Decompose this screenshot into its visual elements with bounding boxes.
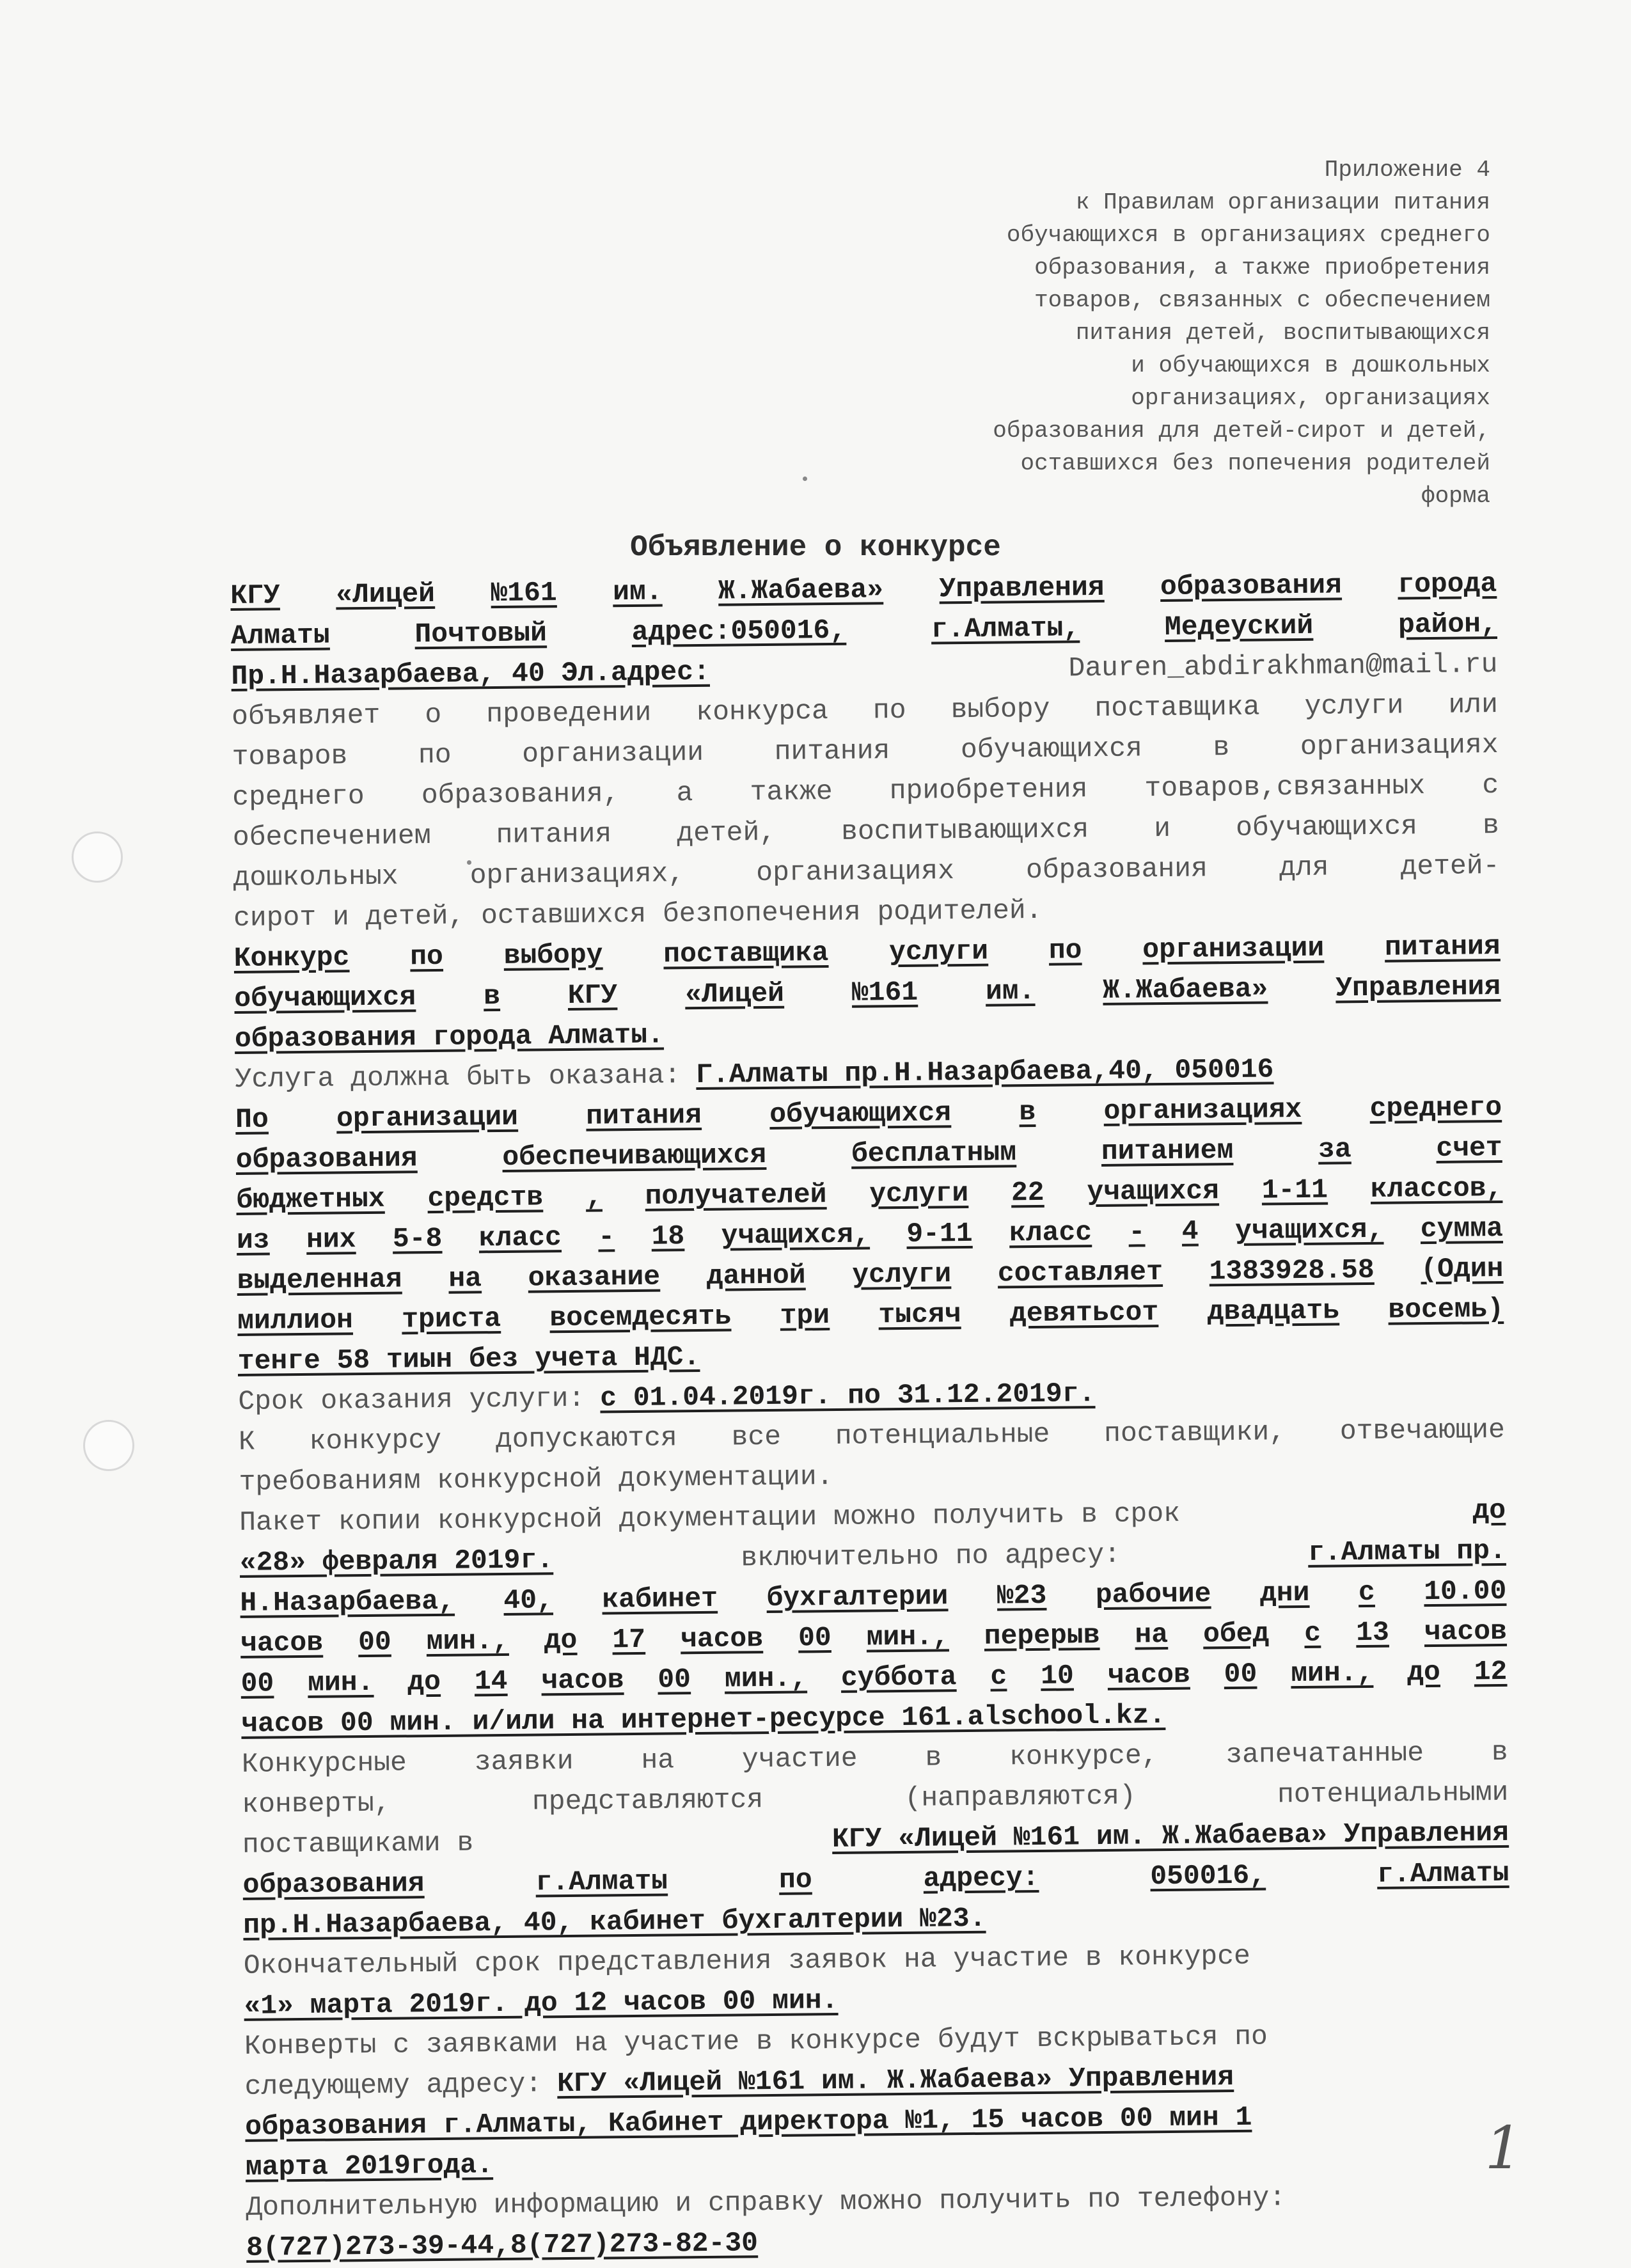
plain-text: образования, [421,778,620,812]
underlined-text: мин., [1290,1657,1374,1690]
appendix-line: товаров, связанных с обеспечением [1034,287,1490,313]
underlined-text: по [1048,934,1082,966]
underlined-text: - [1128,1216,1146,1248]
underlined-text: 10 [1040,1660,1075,1692]
underlined-text: счет [1436,1131,1502,1164]
underlined-text: им. [985,975,1036,1007]
plain-text: воспитывающихся [840,814,1089,847]
plain-text: Конверты с заявками на участие в конкурсе будут вскрываться по [244,2020,1268,2062]
underlined-text: Алматы [230,619,330,652]
underlined-text: 00 [358,1626,391,1658]
plain-text: а [676,777,693,809]
underlined-text: Г.Алматы пр.Н.Назарбаева,40, 050016 [696,1053,1274,1091]
underlined-text: район, [1398,608,1498,641]
underlined-text: питания [586,1099,702,1132]
underlined-text: 12 [1474,1655,1508,1688]
underlined-text: Ж.Жабаева» [718,574,884,607]
underlined-text: до [407,1666,441,1698]
underlined-text: (Один [1421,1252,1504,1286]
underlined-text: КГУ [567,979,618,1011]
underlined-text: «1» марта 2019г. до 12 часов 00 мин. [244,1984,839,2022]
underlined-text: мин., [866,1621,949,1653]
underlined-text: 5-8 [392,1222,443,1255]
underlined-text: перерыв [984,1619,1100,1652]
underlined-text: мин., [724,1662,808,1695]
underlined-text: бюджетных [236,1183,385,1216]
appendix-line: обучающихся в организациях среднего [1006,222,1490,248]
underlined-text: из [236,1224,270,1256]
plain-text: заявки [474,1745,574,1778]
plain-text: для [1279,851,1329,884]
underlined-text: , [585,1181,603,1213]
plain-text: на [641,1744,675,1776]
plain-text: питания [774,735,890,768]
underlined-text: в [483,980,501,1012]
underlined-text: часов [240,1626,324,1659]
underlined-text: восемдесять [549,1300,732,1334]
underlined-text: им. [612,576,663,608]
underlined-text: 00 [658,1664,691,1696]
underlined-text: образования [235,1142,418,1176]
underlined-text: - [598,1221,615,1253]
plain-text: включительно по адресу: [741,1538,1121,1574]
appendix-line: образования для детей-сирот и детей, [993,418,1490,444]
underlined-text: По [235,1103,269,1135]
underlined-text: часов 00 мин. и/или на интернет-ресурсе 161.alschool.kz. [241,1699,1166,1740]
underlined-text: классов, [1370,1172,1503,1205]
underlined-text: девятьсот [1009,1296,1159,1330]
underlined-text: с [1358,1576,1375,1609]
underlined-text: обучающихся [234,981,416,1014]
underlined-text: обед [1202,1618,1270,1650]
underlined-text: адрес:050016, [631,614,847,648]
underlined-text: учащихся [1087,1175,1220,1208]
plain-text: и [1154,812,1171,845]
announcement-body [230,563,1513,2268]
underlined-text: учащихся, [721,1218,871,1252]
underlined-text: среднего [1369,1091,1502,1124]
plain-text: организациях, [469,858,685,892]
plain-text: организации [521,736,704,770]
underlined-text: обеспечивающихся [502,1138,767,1173]
plain-text: в [1213,732,1230,764]
plain-text: поставщика [1094,691,1260,725]
underlined-text: г.Алматы [1376,1857,1509,1890]
underlined-text: г.Алматы пр. [1307,1534,1506,1568]
plain-text: товаров [232,740,348,773]
underlined-text: КГУ «Лицей №161 им. Ж.Жабаева» Управления [831,1816,1509,1855]
plain-text: организациях [1300,728,1499,762]
plain-text: также [750,775,833,808]
underlined-text: кабинет [602,1582,718,1616]
underlined-text: 10.00 [1424,1575,1507,1608]
appendix-line: и обучающихся в дошкольных [1131,352,1490,379]
underlined-text: 4 [1181,1215,1199,1247]
punch-hole [72,831,123,883]
underlined-text: до [1472,1494,1506,1527]
plain-text: конкурсу [309,1424,442,1457]
underlined-text: миллион [237,1304,354,1337]
underlined-text: Пр.Н.Назарбаева, 40 Эл.адрес: [231,656,711,692]
plain-text: выбору [950,693,1050,726]
underlined-text: восемь) [1388,1293,1504,1326]
plain-text: детей- [1400,849,1500,883]
underlined-text: образования [242,1868,425,1901]
appendix-line: питания детей, воспитывающихся [1075,320,1490,346]
underlined-text: «28» февраля 2019г. [239,1544,554,1579]
appendix-line: оставшихся без попечения родителей [1020,450,1490,476]
plain-text: потенциальные [835,1418,1050,1452]
underlined-text: учащихся, [1234,1213,1384,1247]
underlined-text: оказание [528,1261,661,1294]
underlined-text: Почтовый [414,617,548,650]
underlined-text: часов [1107,1658,1190,1691]
underlined-text: на [448,1263,482,1295]
underlined-text: 00 [1224,1658,1257,1690]
underlined-text: услуги [888,935,989,968]
plain-text: Дополнительную информацию и справку можно получить по телефону: [246,2182,1286,2223]
plain-text: Конкурсные [241,1747,407,1780]
underlined-text: часов [1424,1615,1508,1648]
underlined-text: 050016, [1150,1859,1266,1893]
underlined-text: Медеуский [1164,610,1314,643]
plain-text: поставщики, [1103,1416,1286,1449]
underlined-text: обучающихся [769,1097,952,1130]
underlined-text: часов [541,1664,624,1697]
punch-hole [83,1420,134,1471]
underlined-text: г.Алматы [535,1865,668,1898]
underlined-text: три [780,1300,830,1332]
plain-text: Dauren_abdirakhman@mail.ru [1068,648,1498,684]
underlined-text: мин. [307,1666,374,1699]
underlined-text: 40, [503,1584,554,1616]
plain-text: в [1482,809,1500,842]
underlined-text: дни [1259,1577,1310,1609]
plain-text: проведении [486,697,652,730]
underlined-text: по [778,1864,812,1896]
underlined-text: №161 [851,976,918,1009]
page-number: 1 [1485,2114,1522,2182]
plain-text: с [1482,769,1499,801]
underlined-text: питания [1384,930,1501,963]
underlined-text: 1383928.58 [1209,1254,1375,1288]
underlined-text: 1-11 [1261,1174,1328,1206]
underlined-text: образования г.Алматы, Кабинет директора №1, 15 часов 00 мин 1 [245,2101,1252,2143]
plain-text: К [238,1426,256,1458]
document-title: Объявление о конкурсе [630,531,1001,564]
underlined-text: класс [478,1222,562,1254]
plain-text: обучающихся [1235,810,1418,844]
underlined-text: тысяч [878,1298,961,1331]
plain-text: по [418,739,452,771]
underlined-text: бесплатным [851,1137,1017,1170]
underlined-text: услуги [852,1258,952,1291]
underlined-text: Н.Назарбаева, [240,1585,455,1619]
underlined-text: пр.Н.Назарбаева, 40, кабинет бухгалтерии №23. [243,1902,986,1941]
plain-text: по [872,694,906,727]
underlined-text: 14 [474,1665,508,1697]
underlined-text: по [409,940,444,973]
plain-text: услуги [1304,689,1404,722]
underlined-text: выделенная [237,1263,402,1296]
underlined-text: до [1406,1656,1441,1689]
underlined-text: Конкурс [233,941,350,974]
plain-text: детей, [677,816,776,849]
underlined-text: сумма [1420,1212,1504,1245]
plain-text: товаров,связанных [1144,770,1426,805]
plain-text: участие [741,1742,858,1776]
underlined-text: класс [1009,1217,1092,1249]
underlined-text: суббота [840,1661,957,1694]
plain-text: Срок оказания услуги: [238,1382,585,1417]
plain-text: в [1491,1736,1508,1768]
underlined-text: в [1019,1096,1036,1128]
underlined-text: города [1398,567,1497,601]
scan-speck [803,476,807,481]
underlined-text: организации [1142,932,1325,966]
underlined-text: адресу: [923,1861,1039,1894]
plain-text: Пакет копии конкурсной документации можно получить в срок [239,1497,1181,1538]
appendix-line: Приложение 4 [1324,157,1490,183]
appendix-line: к Правилам организации питания [1075,189,1490,216]
underlined-text: Управления [1335,970,1501,1004]
underlined-text: них [306,1224,356,1256]
plain-text: следующему адресу: [244,2068,542,2102]
underlined-text: часов [680,1623,764,1655]
underlined-text: образования города Алматы. [234,1019,665,1055]
underlined-text: двадцать [1207,1295,1340,1328]
plain-text: или [1448,688,1499,721]
underlined-text: средств [427,1181,544,1215]
underlined-text: организациях [1103,1093,1302,1127]
underlined-text: за [1318,1133,1351,1165]
underlined-text: 00 [798,1622,831,1654]
underlined-text: данной [706,1259,806,1292]
underlined-text: №161 [491,577,557,610]
plain-text: запечатанные [1225,1737,1424,1771]
underlined-text: услуги [869,1177,969,1210]
underlined-text: с [1304,1617,1321,1649]
plain-text: потенциальными [1277,1776,1509,1811]
plain-text: приобретения [889,773,1088,807]
underlined-text: питанием [1101,1134,1234,1167]
underlined-text: 18 [651,1220,685,1252]
plain-text: дошкольных [233,860,398,894]
underlined-text: бухгалтерии [766,1580,949,1614]
plain-text: организациях [756,855,955,889]
plain-text: конкурса [696,695,829,728]
underlined-text: тенге 58 тиын без учета НДС. [237,1341,700,1377]
plain-text: образования [1025,853,1208,886]
plain-text: поставщиками в [242,1827,474,1861]
plain-text: отвечающие [1339,1414,1506,1447]
plain-text: сирот и детей, оставшихся безпопечения родителей. [233,894,1043,934]
underlined-text: рабочие [1095,1578,1211,1611]
underlined-text: триста [401,1302,501,1335]
underlined-text: 22 [1011,1176,1044,1209]
underlined-text: марта 2019года. [245,2149,494,2183]
plain-text: все [731,1421,782,1453]
underlined-text: КГУ «Лицей №161 им. Ж.Жабаева» Управления [556,2061,1234,2100]
plain-text: о [425,698,442,731]
appendix-line: организациях, организациях [1131,385,1490,411]
underlined-text: Ж.Жабаева» [1103,973,1268,1006]
underlined-text: №23 [997,1579,1047,1612]
plain-text: обеспечением [232,820,431,853]
underlined-text: с 01.04.2019г. по 31.12.2019г. [600,1378,1096,1414]
underlined-text: образования [1160,569,1343,603]
plain-text: Услуга должна быть оказана: [235,1059,681,1095]
plain-text: допускаются [495,1422,678,1456]
underlined-text: «Лицей [335,578,436,611]
underlined-text: выбору [503,939,603,972]
underlined-text: 00 [240,1667,274,1699]
plain-text: объявляет [231,699,381,732]
underlined-text: поставщика [663,937,829,970]
plain-text: в [925,1742,942,1774]
underlined-text: составляет [997,1256,1163,1289]
plain-text: (направляются) [904,1780,1137,1814]
appendix-line: форма [1421,483,1490,509]
underlined-text: г.Алматы, [931,612,1080,645]
underlined-text: получателей [645,1179,827,1212]
underlined-text: на [1135,1619,1169,1651]
underlined-text: 17 [612,1623,646,1656]
plain-text: конверты, [242,1787,391,1820]
underlined-text: «Лицей [684,977,785,1011]
plain-text: Окончательный срок представления заявок на участие в конкурсе [243,1940,1251,1981]
underlined-text: мин., [426,1625,509,1658]
underlined-text: 9-11 [906,1217,973,1250]
plain-text: конкурсе, [1009,1740,1158,1773]
underlined-text: до [544,1624,578,1657]
plain-text: представляются [532,1784,764,1818]
underlined-text: Управления [939,571,1105,605]
appendix-header [819,154,1490,512]
underlined-text: организации [336,1101,519,1135]
plain-text: питания [496,818,612,851]
plain-text: требованиям конкурсной документации. [239,1461,833,1498]
appendix-line: образования, а также приобретения [1034,255,1490,281]
plain-text: обучающихся [960,732,1143,766]
underlined-text: 13 [1355,1616,1390,1649]
underlined-text: с [990,1660,1007,1692]
plain-text: среднего [232,780,365,813]
underlined-text: КГУ [230,579,280,611]
underlined-text: 8(727)273-39-44,8(727)273-82-30 [246,2227,759,2264]
